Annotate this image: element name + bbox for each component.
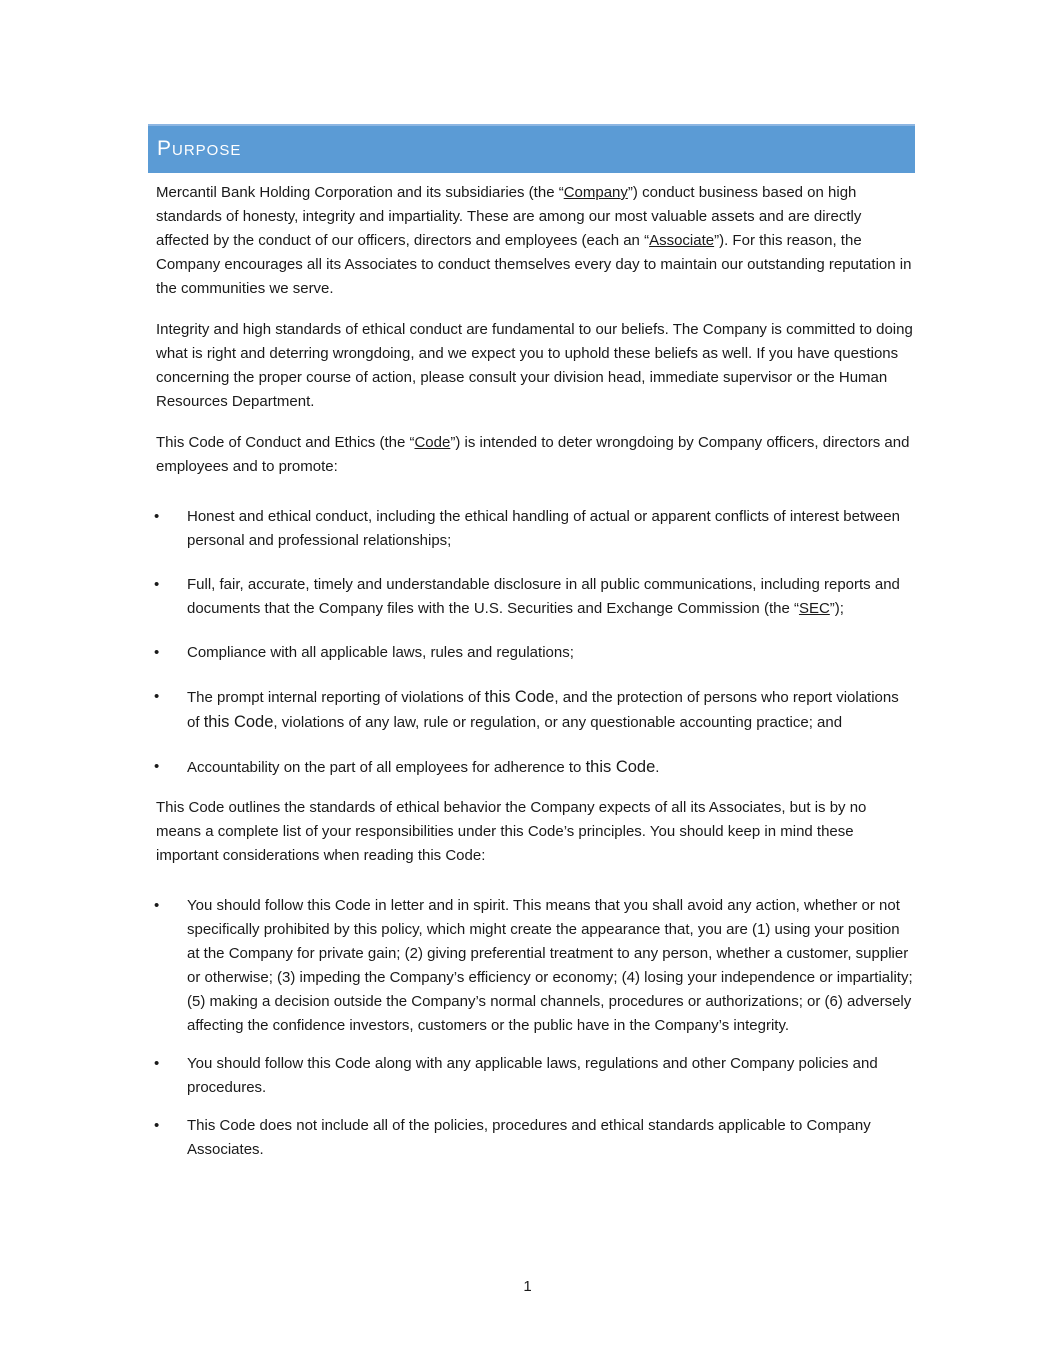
bullet-icon: • <box>154 1117 160 1134</box>
document-body <box>154 181 914 1176</box>
section-heading: Purpose <box>157 137 242 160</box>
paragraph-purpose-intro: Mercantil Bank Holding Corporation and its subsidiaries (the “Company”) conduct business based on high standards of honesty, integrity and impartiality. These are among our most valuable assets and are directly affected by the conduct of our officers, directors and employees (each an “Associate”). For this reason, the Company encourages all its Associates to conduct themselves every day to maintain our outstanding reputation in the communities we serve. <box>156 184 912 297</box>
list-item: • Accountability on the part of all employees for adherence to this Code. <box>154 755 914 780</box>
bullet-icon: • <box>154 688 160 705</box>
paragraph-code-intro: This Code of Conduct and Ethics (the “Code”) is intended to deter wrongdoing by Company officers, directors and employees and to promote: <box>156 434 910 475</box>
list-item: • You should follow this Code in letter and in spirit. This means that you shall avoid any action, whether or not specifically prohibited by this policy, which might create the appearance that, you are (1) using your position at the Company for private gain; (2) giving preferential treatment to any person, whether a customer, supplier or otherwise; (3) impeding the Company’s efficiency or economy; (4) losing your independence or impartiality; (5) making a decision outside the Company’s normal channels, procedures or authorizations; or (6) adversely affecting the confidence investors, customers or the public have in the Company’s integrity. <box>154 894 914 1038</box>
defined-term-sec: SEC <box>798 600 830 617</box>
list-item: • Honest and ethical conduct, including the ethical handling of actual or apparent conflicts of interest between personal and professional relationships; <box>154 505 914 553</box>
defined-term-associate: Associate <box>649 232 715 249</box>
section-heading-bar <box>148 124 915 173</box>
list-item: • This Code does not include all of the policies, procedures and ethical standards applicable to Company Associates. <box>154 1114 914 1162</box>
bullet-icon: • <box>154 508 160 525</box>
defined-term-code: Code <box>414 434 451 451</box>
bullet-icon: • <box>154 758 160 775</box>
paragraph-integrity: Integrity and high standards of ethical conduct are fundamental to our beliefs. The Company is committed to doing what is right and deterring wrongdoing, and we expect you to uphold these beliefs as well. If you have questions concerning the proper course of action, please consult your division head, immediate supervisor or the Human Resources Department. <box>156 321 913 410</box>
list-item: • The prompt internal reporting of violations of this Code, and the protection of persons who report violations of this Code, violations of any law, rule or regulation, or any questionable accounting practice; and <box>154 685 914 735</box>
bullet-icon: • <box>154 576 160 593</box>
paragraph-considerations: This Code outlines the standards of ethical behavior the Company expects of all its Associates, but is by no means a complete list of your responsibilities under this Code’s principles. You should keep in mind these important considerations when reading this Code: <box>156 799 867 864</box>
defined-term-company: Company <box>563 184 628 201</box>
bullet-icon: • <box>154 897 160 914</box>
considerations-list <box>154 894 914 1162</box>
list-item: • Full, fair, accurate, timely and understandable disclosure in all public communications, including reports and documents that the Company files with the U.S. Securities and Exchange Commission (the “SEC”); <box>154 573 914 621</box>
bullet-icon: • <box>154 1055 160 1072</box>
bullet-icon: • <box>154 644 160 661</box>
promote-list <box>154 505 914 780</box>
list-item: • You should follow this Code along with any applicable laws, regulations and other Company policies and procedures. <box>154 1052 914 1100</box>
list-item: • Compliance with all applicable laws, rules and regulations; <box>154 641 914 665</box>
page-number: 1 <box>523 1278 532 1295</box>
